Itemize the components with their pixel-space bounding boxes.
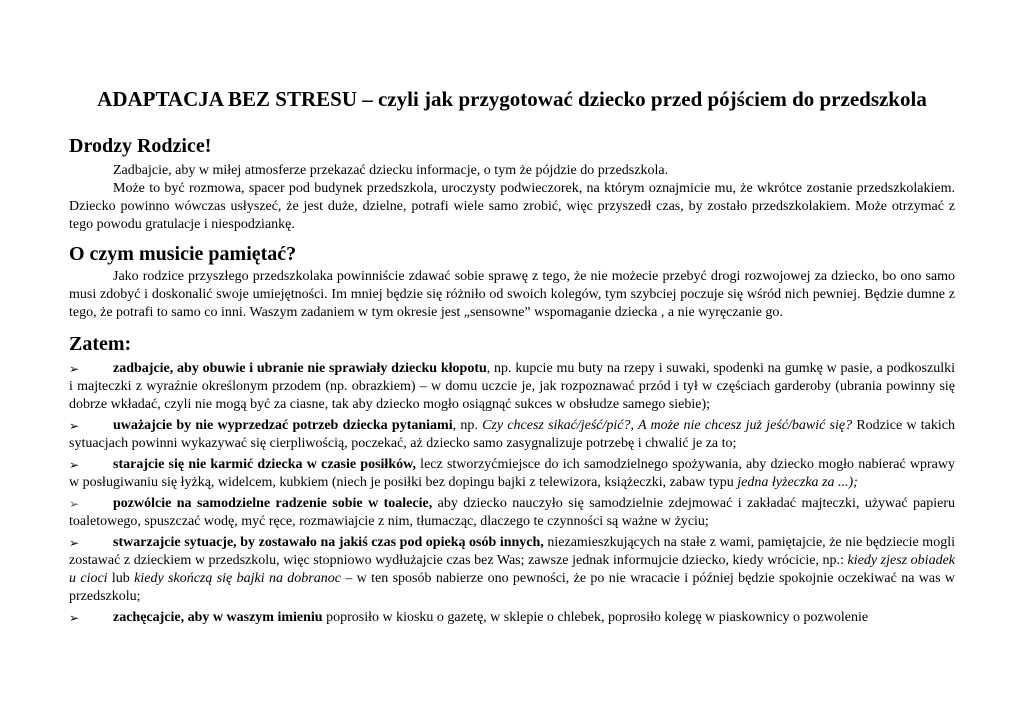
list-item-italic: kiedy skończą się bajki na dobranoc <box>134 571 341 586</box>
list-item-bold: starajcie się nie karmić dziecka w czasie posiłków, <box>113 457 416 472</box>
list-item-text: , np. <box>452 418 483 433</box>
list-item-bold: pozwólcie na samodzielne radzenie sobie w toalecie, <box>113 496 433 511</box>
section-heading-therefore: Zatem: <box>69 333 132 355</box>
arrow-bullet-icon: ➢ <box>69 611 80 625</box>
list-item-bold: stwarzajcie sytuacje, by zostawało na jakiś czas pod opieką osób innych, <box>113 535 544 550</box>
arrow-bullet-icon: ➢ <box>69 362 80 376</box>
document-body <box>69 134 955 630</box>
list-item-bold: zadbajcie, aby obuwie i ubranie nie sprawiały dziecku kłopotu <box>113 361 487 376</box>
list-item-text: poprosiło w kiosku o gazetę, w sklepie o chlebek, poprosiło kolegę w piaskownicy o pozwolenie <box>322 610 869 625</box>
list-item-italic: Czy chcesz sikać/jeść/pić?, A może nie chcesz już jeść/bawić się? <box>482 418 853 433</box>
list-item <box>69 417 955 453</box>
list-item-text: niezamieszkujących na stałe z wami, pamiętajcie, że nie będziecie mogli zostawać z dzieckiem w przedszkolu, więc stopniowo wydłużajcie czas bez Was; zawsze jednak informujcie dziecko, kiedy wrócicie, np.: <box>69 535 955 568</box>
list-item <box>69 456 955 492</box>
list-item <box>69 495 955 531</box>
list-item-text: , np. kupcie mu buty na rzepy i suwaki, spodenki na gumkę w pasie, a podkoszulki i majteczki z wyraźnie określonym przodem (np. obrazkiem) – w domu uczcie je, jak rozpoznawać przód i tył w częściach garderoby (ubrania powinny się dobrze wkładać, czyli nie mogą być za ciasne, tak aby dziecko mogło osiągnąć sukces w obsłudze samego siebie); <box>69 361 955 412</box>
list-item <box>69 609 955 627</box>
list-item-text: aby dziecko nauczyło się samodzielnie zdejmować i zakładać majteczki, używać papieru toaletowego, spuszczać wodę, myć ręce, rozmawiajcie z nim, tłumacząc, dlaczego te czynności są ważne w życiu; <box>69 496 955 529</box>
list-item-text: lub <box>107 571 135 586</box>
list-item-text: – w ten sposób nabierze ono pewności, że po nie wracacie i później będzie spokojnie oczekiwać na was w przedszkolu; <box>69 571 955 604</box>
arrow-bullet-icon: ➢ <box>69 497 80 511</box>
list-item-italic: kiedy zjesz obiadek u cioci <box>69 553 955 586</box>
intro-paragraph-1: Zadbajcie, aby w miłej atmosferze przekazać dziecku informacje, o tym że pójdzie do przedszkola. <box>113 163 669 178</box>
arrow-bullet-icon: ➢ <box>69 419 80 433</box>
arrow-bullet-icon: ➢ <box>69 536 80 550</box>
remember-paragraph: Jako rodzice przyszłego przedszkolaka powinniście zdawać sobie sprawę z tego, że nie możecie przebyć drogi rozwojowej za dziecko, bo ono samo musi zdobyć i doskonalić swoje umiejętności. Im mniej będzie się różniło od swoich kolegów, tym szybciej poczuje się wśród nich pewniej. Będzie dumne z tego, że potrafi to samo co inni. Waszym zadaniem w tym okresie jest „sensowne” wspomaganie dziecka , a nie wyręczanie go. <box>69 269 955 320</box>
arrow-bullet-icon: ➢ <box>69 458 80 472</box>
list-item-italic: jedna łyżeczka za ...); <box>737 475 858 490</box>
list-item <box>69 360 955 414</box>
section-heading-remember: O czym musicie pamiętać? <box>69 243 297 265</box>
intro-paragraph-2: Może to być rozmowa, spacer pod budynek przedszkola, uroczysty podwieczorek, na którym oznajmicie mu, że wkrótce zostanie przedszkolakiem. Dziecko powinno wówczas usłyszeć, że jest duże, dzielne, potrafi wiele samo zrobić, więc przyszedł czas, by zostało przedszkolakiem. Może otrzymać z tego powodu gratulacje i niespodziankę. <box>69 181 955 232</box>
list-item-bold: zachęcajcie, aby w waszym imieniu <box>113 610 323 625</box>
list-item <box>69 534 955 606</box>
document-title: ADAPTACJA BEZ STRESU – czyli jak przygotować dziecko przed pójściem do przedszkola <box>97 87 927 111</box>
greeting-heading: Drodzy Rodzice! <box>69 135 212 157</box>
list-item-bold: uważajcie by nie wyprzedzać potrzeb dziecka pytaniami <box>113 418 453 433</box>
list-item-text: Rodzice w takich sytuacjach powinni wykazywać się cierpliwością, poczekać, aż dziecko samo zasygnalizuje potrzebę i chwalić je za to; <box>69 418 956 451</box>
list-item-text: lecz stworzyćmiejsce do ich samodzielnego spożywania, aby dziecko mogło nabierać wprawy w posługiwaniu się łyżką, widelcem, kubkiem (niech je posiłki bez dopingu bajki z telewizora, książeczki, zabaw typu <box>69 457 955 490</box>
